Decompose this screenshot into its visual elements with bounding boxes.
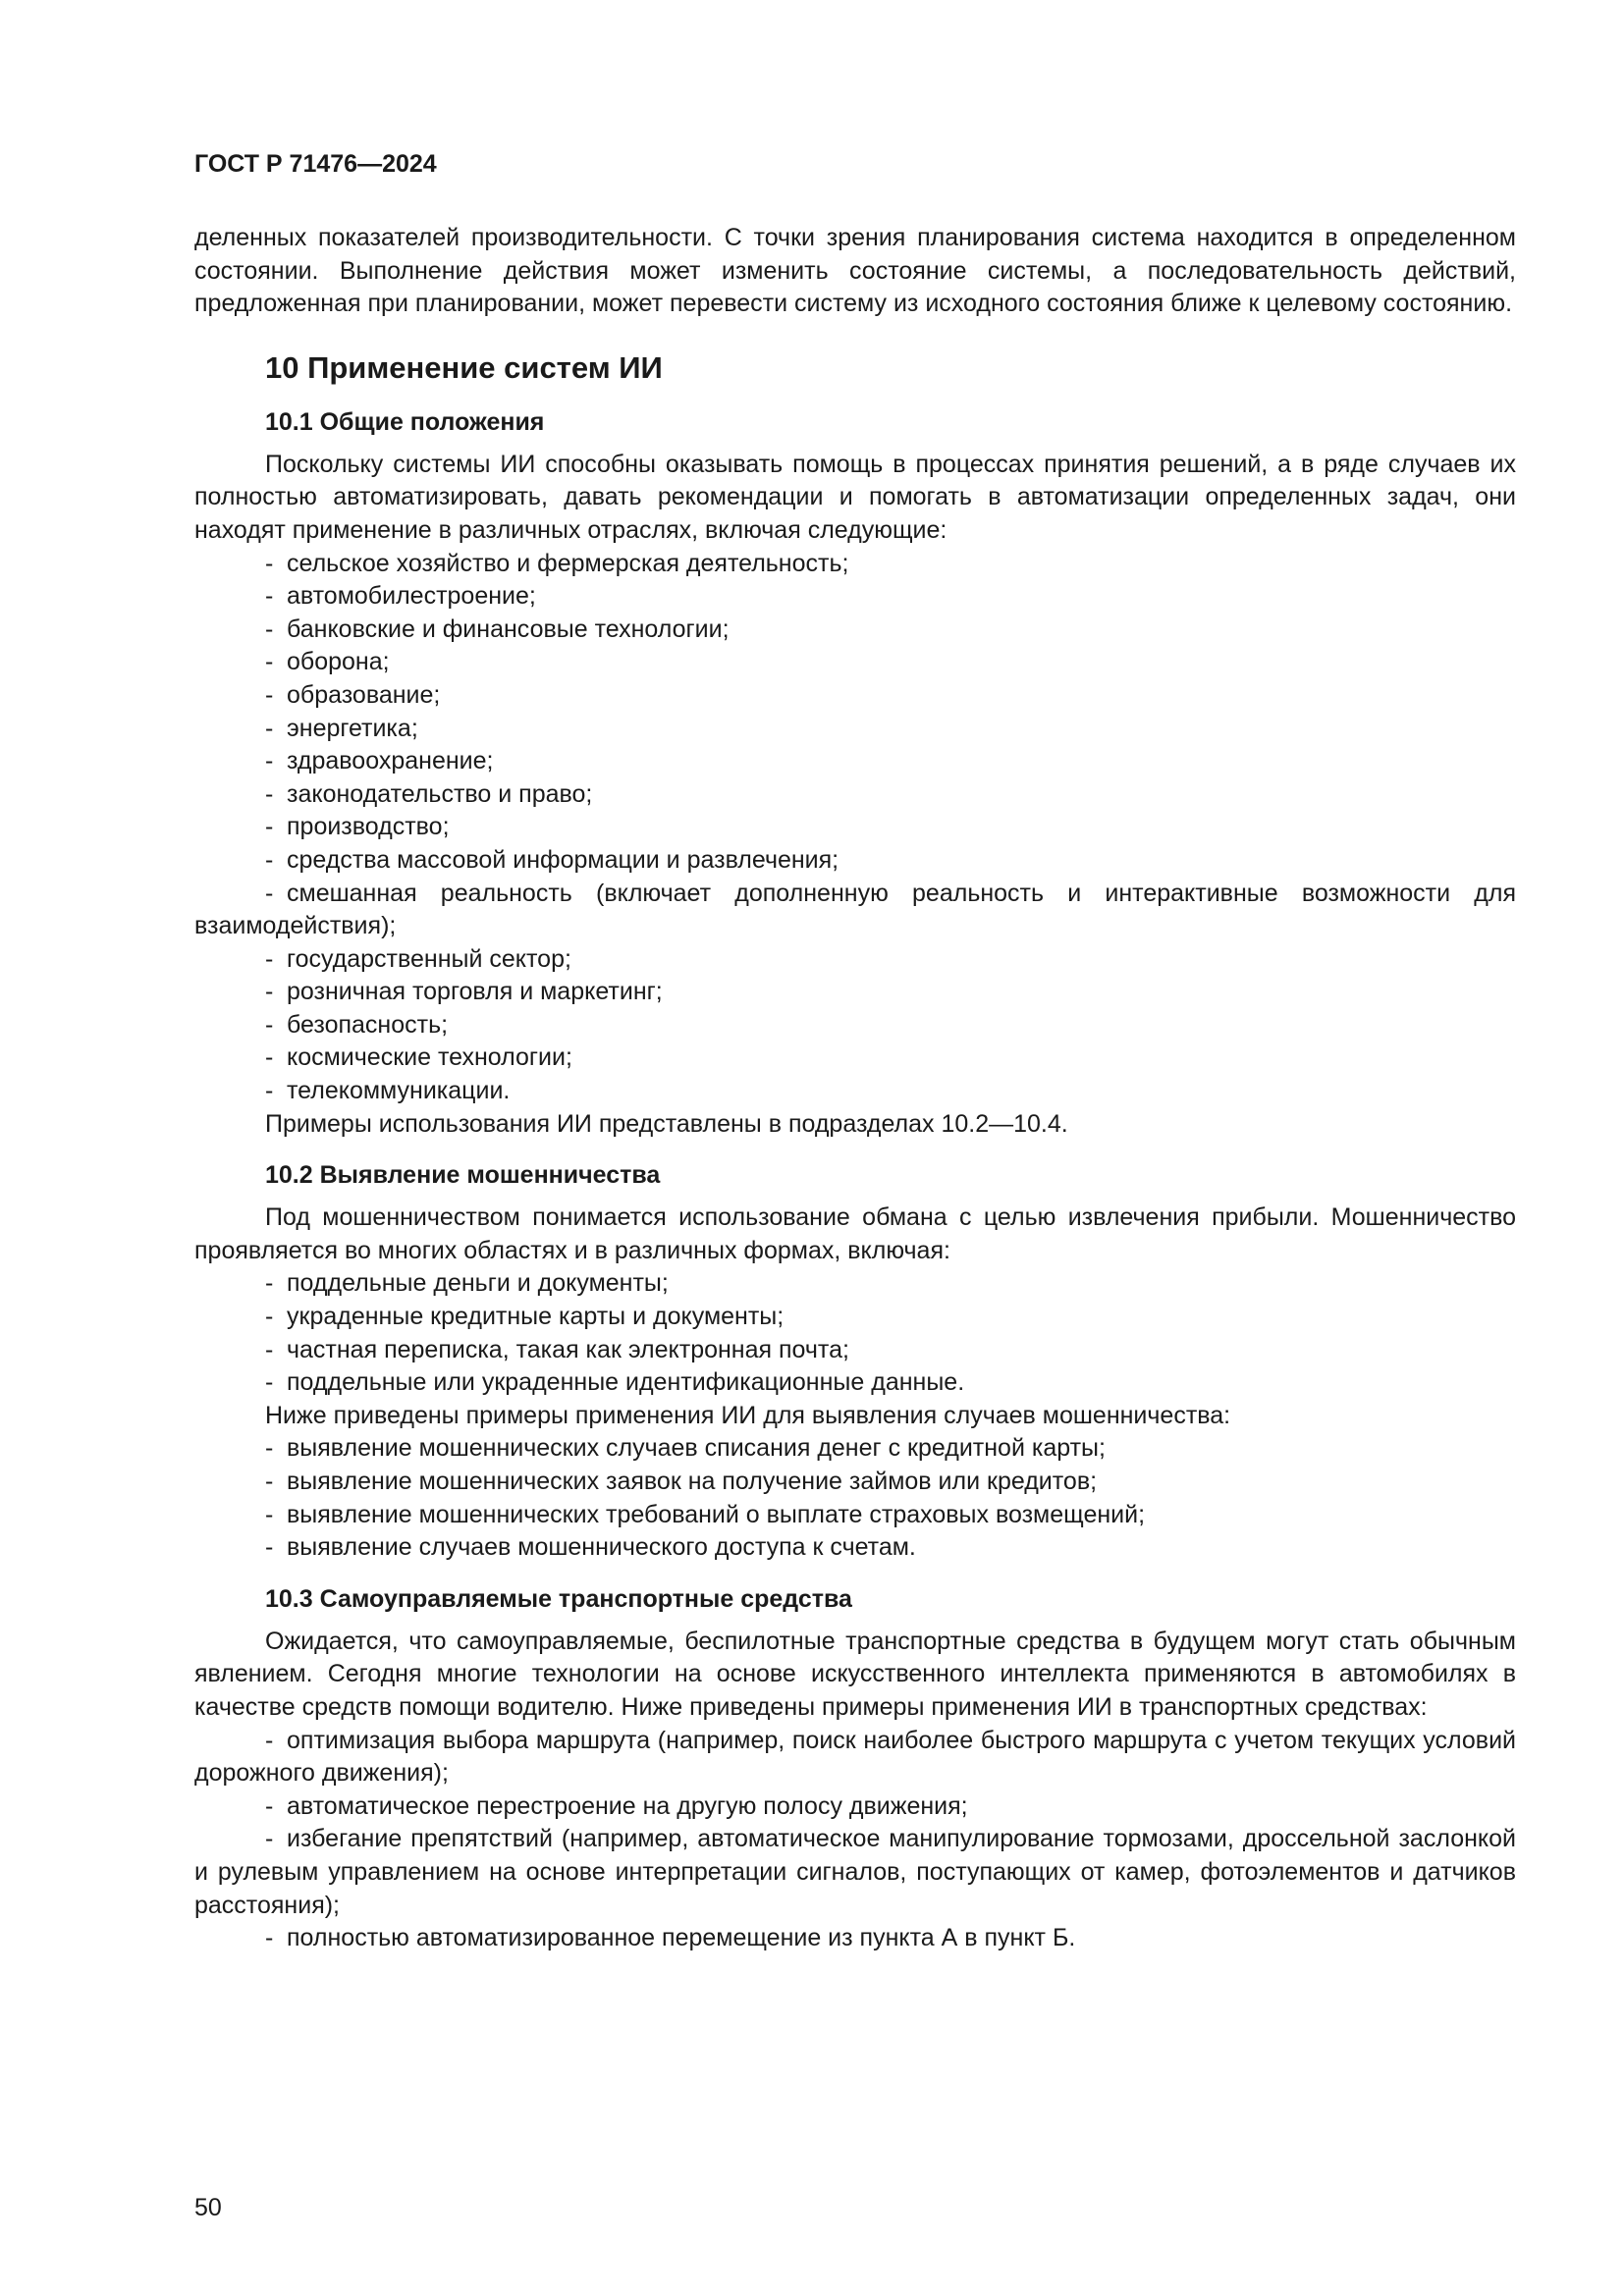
list-item: - космические технологии; (265, 1043, 572, 1072)
list-item: - поддельные деньги и документы; (265, 1269, 669, 1298)
list-item: - украденные кредитные карты и документы; (265, 1303, 785, 1331)
list-item: - государственный сектор; (265, 944, 571, 973)
section-10-2-paragraph-2: Ниже приведены примеры применения ИИ для выявления случаев мошенничества: (265, 1401, 1231, 1429)
list-item: - образование; (265, 680, 441, 709)
list-item: - производство; (265, 813, 450, 841)
section-10-3-heading: 10.3 Самоуправляемые транспортные средства (265, 1584, 852, 1613)
section-10-2-heading: 10.2 Выявление мошенничества (265, 1161, 661, 1190)
list-item: - средства массовой информации и развлечения; (265, 845, 839, 874)
list-item: - автоматическое перестроение на другую полосу движения; (265, 1791, 968, 1820)
list-item: - выявление мошеннических требований о выплате страховых возмещений; (265, 1500, 1146, 1528)
list-item: - полностью автоматизированное перемещение из пункта А в пункт Б. (265, 1924, 1076, 1952)
vehicle-ai-list (194, 1725, 1516, 1955)
section-10-1-closing: Примеры использования ИИ представлены в подразделах 10.2—10.4. (265, 1109, 1068, 1138)
fraud-forms-list (194, 1267, 1516, 1399)
list-item: - сельское хозяйство и фермерская деятельность; (265, 549, 849, 577)
section-10-3-paragraph: Ожидается, что самоуправляемые, беспилотные транспортные средства в будущем могут стать обычным явлением. Сегодня многие технологии на основе искусственного интеллекта применяются в автомобилях в качестве средств помощи водителю. Ниже приведены примеры применения ИИ в транспортных средствах: (194, 1627, 1516, 1721)
section-10-2-paragraph: Под мошенничеством понимается использование обмана с целью извлечения прибыли. Мошенничество проявляется во многих областях и в различных формах, включая: (194, 1203, 1516, 1264)
document-body (194, 222, 1516, 1955)
list-item: - оптимизация выбора маршрута (например, поиск наиболее быстрого маршрута с учетом текущих условий дорожного движения); (194, 1726, 1516, 1788)
list-item: - поддельные или украденные идентификационные данные. (265, 1368, 965, 1397)
list-item: - энергетика; (265, 714, 418, 742)
list-item: - выявление мошеннических случаев списания денег с кредитной карты; (265, 1434, 1106, 1463)
page-number: 50 (194, 2194, 222, 2221)
section-10-heading: 10 Применение систем ИИ (265, 349, 663, 385)
list-item: - частная переписка, такая как электронная почта; (265, 1335, 849, 1363)
list-item: - банковские и финансовые технологии; (265, 614, 730, 643)
list-item: - розничная торговля и маркетинг; (265, 978, 663, 1006)
list-item: - здравоохранение; (265, 747, 494, 775)
list-item: - выявление мошеннических заявок на получение займов или кредитов; (265, 1468, 1098, 1495)
list-item: - выявление случаев мошеннического доступа к счетам. (265, 1533, 916, 1562)
list-item: - законодательство и право; (265, 779, 593, 808)
intro-paragraph: деленных показателей производительности. С точки зрения планирования система находится в определенном состоянии. Выполнение действия может изменить состояние системы, а последовательность действий, предложенная при планировании, может перевести систему из исходного состояния ближе к целевому состоянию. (194, 224, 1516, 318)
list-item: - смешанная реальность (включает дополненную реальность и интерактивные возможности для взаимодействия); (194, 879, 1516, 940)
section-10-1-heading: 10.1 Общие положения (265, 407, 545, 436)
list-item: - автомобилестроение; (265, 582, 536, 611)
list-item: - оборона; (265, 648, 390, 676)
industries-list (194, 548, 1516, 1108)
list-item: - телекоммуникации. (265, 1077, 511, 1105)
document-id: ГОСТ Р 71476—2024 (194, 150, 437, 178)
fraud-detection-list (194, 1432, 1516, 1564)
section-10-1-paragraph: Поскольку системы ИИ способны оказывать помощь в процессах принятия решений, а в ряде случаев их полностью автоматизировать, давать рекомендации и помогать в автоматизации определенных задач, они находят применение в различных отраслях, включая следующие: (194, 450, 1516, 544)
list-item: - безопасность; (265, 1010, 449, 1039)
list-item: - избегание препятствий (например, автоматическое манипулирование тормозами, дроссельной заслонкой и рулевым управлением на основе интерпретации сигналов, поступающих от камер, фотоэлементов и датчиков расстояния); (194, 1825, 1516, 1919)
